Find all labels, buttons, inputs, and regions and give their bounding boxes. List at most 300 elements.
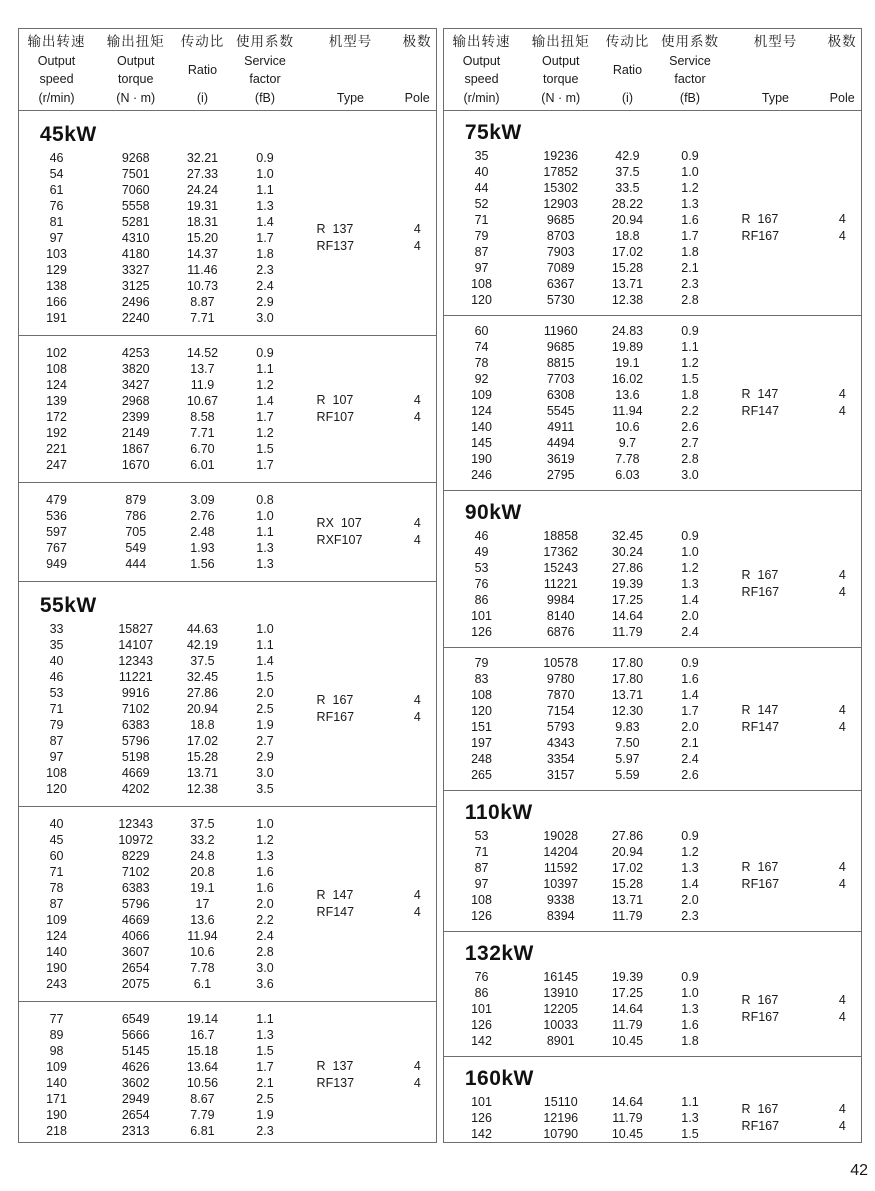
- type-label: R 167: [741, 1102, 779, 1116]
- service-factor-cell: 1.3: [256, 557, 274, 571]
- output-speed-cell: 140: [471, 420, 492, 434]
- type-label: RF147: [741, 404, 780, 418]
- output-torque-cell: 6308: [546, 388, 575, 402]
- type-label: RF167: [741, 229, 780, 243]
- output-torque-cell: 7060: [121, 183, 150, 197]
- ratio-cell: 5.59: [615, 768, 640, 782]
- left-table: [18, 28, 437, 1143]
- output-speed-cell: 151: [471, 720, 492, 734]
- ratio-cell: 17: [195, 897, 210, 911]
- ratio-cell: 1.56: [190, 557, 215, 571]
- type-pole-line: [303, 238, 436, 255]
- output-speed-cell: 120: [46, 782, 67, 796]
- output-speed-cell: 190: [471, 452, 492, 466]
- output-torque-cell: 11221: [118, 670, 153, 684]
- output-speed-cell: 60: [49, 849, 64, 863]
- pole-value: 4: [838, 860, 846, 874]
- output-speed-cell: 46: [49, 151, 64, 165]
- service-factor-cell: 1.1: [256, 1012, 274, 1026]
- ratio-cell: 19.39: [611, 577, 644, 591]
- ratio-cell: 27.86: [186, 686, 219, 700]
- ratio-cell: 30.24: [611, 545, 644, 559]
- ratio-cell: 11.79: [612, 909, 643, 923]
- ratio-cell: 28.22: [611, 197, 644, 211]
- output-speed-cell: 40: [49, 817, 64, 831]
- service-factor-cell: 2.5: [256, 702, 274, 716]
- header-label-zh: 机型号: [753, 34, 798, 49]
- output-speed-cell: 83: [474, 672, 489, 686]
- type-label: R 147: [741, 387, 779, 401]
- service-factor-cell: 1.4: [256, 215, 274, 229]
- output-speed-cell: 97: [49, 231, 64, 245]
- output-torque-cell: 6549: [121, 1012, 150, 1026]
- ratio-cell: 10.67: [186, 394, 219, 408]
- ratio-cell: 2.48: [190, 525, 215, 539]
- service-factor-cell: 2.0: [681, 893, 699, 907]
- table-row: [444, 544, 861, 560]
- type-label: RX 107: [316, 516, 362, 530]
- table-row: [19, 653, 436, 669]
- output-torque-cell: 2313: [121, 1124, 150, 1138]
- power-heading: 45kW: [39, 123, 97, 146]
- spec-block: [444, 111, 861, 315]
- pole-value: 4: [413, 533, 421, 547]
- ratio-cell: 10.6: [190, 945, 215, 959]
- ratio-cell: 32.21: [186, 151, 219, 165]
- table-row: [19, 492, 436, 508]
- service-factor-cell: 1.7: [256, 458, 274, 472]
- service-factor-cell: 1.3: [256, 199, 274, 213]
- type-pole-line: [728, 1101, 861, 1118]
- header-label-zh: 输出扭矩: [531, 34, 590, 49]
- power-heading: 160kW: [464, 1067, 534, 1090]
- service-factor-cell: 3.0: [256, 311, 274, 325]
- type-pole-line: [728, 403, 861, 420]
- table-row: [19, 294, 436, 310]
- output-torque-cell: 4626: [121, 1060, 150, 1074]
- output-torque-cell: 705: [125, 525, 147, 539]
- service-factor-cell: 1.8: [681, 1034, 699, 1048]
- service-factor-cell: 2.0: [256, 897, 274, 911]
- output-torque-cell: 16145: [543, 970, 579, 984]
- ratio-cell: 19.1: [190, 881, 215, 895]
- header-cell-ratio: [177, 34, 227, 105]
- output-speed-cell: 87: [474, 861, 489, 875]
- service-factor-cell: 1.7: [256, 410, 274, 424]
- header-cell-output-speed: [444, 34, 519, 105]
- service-factor-cell: 1.1: [256, 525, 274, 539]
- header-label-zh: 传动比: [180, 34, 225, 49]
- type-pole-group: [728, 567, 861, 601]
- output-torque-cell: 5796: [121, 897, 150, 911]
- ratio-cell: 14.52: [186, 346, 219, 360]
- service-factor-cell: 1.4: [681, 688, 699, 702]
- output-speed-cell: 109: [471, 388, 492, 402]
- type-pole-line: [303, 1075, 436, 1092]
- service-factor-cell: 1.5: [256, 1044, 274, 1058]
- output-speed-cell: 81: [49, 215, 64, 229]
- ratio-cell: 9.7: [618, 436, 637, 450]
- output-speed-cell: 124: [46, 378, 67, 392]
- table-row: [19, 816, 436, 832]
- table-row: [444, 323, 861, 339]
- ratio-cell: 37.5: [190, 654, 215, 668]
- service-factor-cell: 2.3: [256, 263, 274, 277]
- service-factor-cell: 2.3: [256, 1124, 274, 1138]
- service-factor-cell: 2.8: [256, 945, 274, 959]
- ratio-cell: 8.87: [190, 295, 215, 309]
- table-row: [444, 467, 861, 483]
- output-speed-cell: 218: [46, 1124, 67, 1138]
- ratio-cell: 17.80: [611, 656, 644, 670]
- ratio-cell: 13.64: [186, 1060, 219, 1074]
- type-pole-line: [728, 992, 861, 1009]
- service-factor-cell: 1.5: [256, 442, 274, 456]
- output-torque-cell: 1867: [121, 442, 150, 456]
- ratio-cell: 18.31: [186, 215, 219, 229]
- table-row: [19, 1091, 436, 1107]
- header-label-en: Output: [462, 53, 501, 68]
- output-torque-cell: 7089: [546, 261, 575, 275]
- output-torque-cell: 15110: [543, 1095, 578, 1109]
- table-row: [444, 671, 861, 687]
- type-label: RF147: [316, 905, 355, 919]
- pole-value: 4: [838, 568, 846, 582]
- type-pole-line: [303, 692, 436, 709]
- output-speed-cell: 103: [46, 247, 67, 261]
- type-pole-group: [303, 692, 436, 726]
- output-speed-cell: 49: [474, 545, 489, 559]
- output-speed-cell: 140: [46, 1076, 67, 1090]
- output-torque-cell: 14107: [118, 638, 154, 652]
- output-speed-cell: 33: [49, 622, 64, 636]
- output-speed-cell: 247: [46, 458, 67, 472]
- output-speed-cell: 61: [49, 183, 64, 197]
- ratio-cell: 18.8: [615, 229, 640, 243]
- output-speed-cell: 166: [46, 295, 67, 309]
- output-speed-cell: 101: [471, 609, 492, 623]
- output-speed-cell: 76: [49, 199, 64, 213]
- output-speed-cell: 87: [49, 897, 64, 911]
- service-factor-cell: 1.3: [681, 1111, 699, 1125]
- output-torque-cell: 15302: [543, 181, 579, 195]
- rows-wrap: [19, 492, 436, 572]
- service-factor-cell: 2.2: [681, 404, 699, 418]
- pole-value: 4: [413, 222, 421, 236]
- header-cell-service-factor: [652, 34, 727, 105]
- header-cell-output-torque: [94, 34, 177, 105]
- ratio-cell: 9.83: [615, 720, 640, 734]
- output-speed-cell: 248: [471, 752, 492, 766]
- pole-value: 4: [413, 239, 421, 253]
- header-cell-service-factor: [227, 34, 302, 105]
- table-header: [19, 29, 436, 111]
- output-speed-cell: 949: [46, 557, 67, 571]
- table-row: [19, 621, 436, 637]
- service-factor-cell: 1.7: [681, 229, 699, 243]
- pole-value: 4: [838, 1119, 846, 1133]
- table-row: [444, 451, 861, 467]
- output-speed-cell: 479: [46, 493, 67, 507]
- table-row: [19, 832, 436, 848]
- service-factor-cell: 1.7: [681, 704, 699, 718]
- service-factor-cell: 2.7: [256, 734, 274, 748]
- output-speed-cell: 142: [471, 1034, 492, 1048]
- pole-value: 4: [413, 710, 421, 724]
- type-label: RF137: [316, 1076, 355, 1090]
- header-label-en: Service: [244, 53, 286, 68]
- header-cell-pole: [823, 34, 861, 105]
- rows-wrap: [444, 528, 861, 640]
- ratio-cell: 2.76: [190, 509, 215, 523]
- table-row: [444, 276, 861, 292]
- output-torque-cell: 19028: [543, 829, 579, 843]
- service-factor-cell: 2.3: [681, 277, 699, 291]
- ratio-cell: 19.39: [611, 970, 644, 984]
- rows-wrap: [19, 150, 436, 326]
- pole-value: 4: [838, 404, 846, 418]
- table-row: [444, 608, 861, 624]
- ratio-cell: 10.6: [615, 420, 640, 434]
- service-factor-cell: 1.2: [681, 845, 699, 859]
- service-factor-cell: 1.1: [256, 183, 274, 197]
- ratio-cell: 7.50: [615, 736, 640, 750]
- service-factor-cell: 1.6: [256, 865, 274, 879]
- ratio-cell: 20.94: [611, 845, 644, 859]
- output-speed-cell: 597: [46, 525, 67, 539]
- type-label: R 147: [316, 888, 354, 902]
- service-factor-cell: 2.1: [681, 736, 699, 750]
- power-heading: 55kW: [39, 594, 97, 617]
- header-cell-type: [303, 34, 399, 105]
- output-torque-cell: 9984: [546, 593, 575, 607]
- output-speed-cell: 53: [49, 686, 64, 700]
- type-label: R 137: [316, 222, 354, 236]
- type-label: RF137: [316, 239, 355, 253]
- ratio-cell: 15.28: [186, 750, 219, 764]
- table-row: [19, 262, 436, 278]
- ratio-cell: 11.79: [612, 1111, 643, 1125]
- ratio-cell: 13.7: [190, 362, 215, 376]
- ratio-cell: 17.25: [611, 986, 644, 1000]
- service-factor-cell: 2.3: [681, 909, 699, 923]
- ratio-cell: 24.24: [186, 183, 219, 197]
- type-pole-line: [303, 904, 436, 921]
- ratio-cell: 10.45: [611, 1034, 644, 1048]
- spec-block: [444, 490, 861, 647]
- output-speed-cell: 197: [471, 736, 492, 750]
- output-torque-cell: 12196: [543, 1111, 579, 1125]
- type-pole-line: [728, 211, 861, 228]
- output-torque-cell: 3602: [121, 1076, 150, 1090]
- output-torque-cell: 15827: [118, 622, 154, 636]
- header-label-en: factor: [249, 72, 281, 87]
- output-speed-cell: 124: [46, 929, 67, 943]
- ratio-cell: 27.86: [611, 561, 644, 575]
- type-pole-line: [728, 584, 861, 601]
- service-factor-cell: 1.4: [256, 394, 274, 408]
- output-torque-cell: 9685: [546, 340, 575, 354]
- ratio-cell: 37.5: [615, 165, 640, 179]
- output-torque-cell: 8229: [121, 849, 150, 863]
- table-row: [444, 655, 861, 671]
- output-torque-cell: 549: [125, 541, 147, 555]
- output-torque-cell: 11960: [543, 324, 578, 338]
- output-speed-cell: 108: [471, 688, 492, 702]
- table-row: [19, 944, 436, 960]
- service-factor-cell: 0.8: [256, 493, 274, 507]
- table-row: [19, 669, 436, 685]
- rows-wrap: [444, 148, 861, 308]
- ratio-cell: 19.14: [186, 1012, 219, 1026]
- ratio-cell: 7.79: [190, 1108, 215, 1122]
- output-torque-cell: 12343: [118, 654, 154, 668]
- output-speed-cell: 78: [474, 356, 489, 370]
- output-speed-cell: 97: [49, 750, 64, 764]
- service-factor-cell: 2.7: [681, 436, 699, 450]
- ratio-cell: 6.1: [193, 977, 212, 991]
- header-unit: Type: [336, 91, 365, 105]
- table-row: [19, 182, 436, 198]
- service-factor-cell: 2.4: [256, 929, 274, 943]
- service-factor-cell: 1.2: [681, 181, 699, 195]
- output-speed-cell: 53: [474, 829, 489, 843]
- table-row: [19, 976, 436, 992]
- header-label-en: Output: [541, 53, 580, 68]
- output-torque-cell: 7102: [121, 702, 150, 716]
- output-speed-cell: 79: [49, 718, 64, 732]
- service-factor-cell: 0.9: [681, 829, 699, 843]
- header-label-en: speed: [464, 72, 499, 87]
- type-pole-line: [303, 515, 436, 532]
- output-torque-cell: 10790: [543, 1127, 579, 1141]
- ratio-cell: 1.93: [190, 541, 215, 555]
- pole-value: 4: [838, 212, 846, 226]
- service-factor-cell: 1.8: [681, 388, 699, 402]
- output-torque-cell: 2075: [121, 977, 150, 991]
- header-label-en: Output: [116, 53, 155, 68]
- output-torque-cell: 12903: [543, 197, 579, 211]
- table-row: [444, 419, 861, 435]
- header-unit: (r/min): [38, 90, 75, 105]
- output-torque-cell: 1670: [121, 458, 150, 472]
- ratio-cell: 12.38: [611, 293, 644, 307]
- output-speed-cell: 767: [46, 541, 67, 555]
- output-speed-cell: 101: [471, 1002, 492, 1016]
- ratio-cell: 6.70: [190, 442, 215, 456]
- output-torque-cell: 4066: [121, 929, 150, 943]
- ratio-cell: 19.1: [615, 356, 640, 370]
- output-speed-cell: 192: [46, 426, 67, 440]
- pole-value: 4: [413, 410, 421, 424]
- service-factor-cell: 1.4: [256, 654, 274, 668]
- pole-value: 4: [838, 229, 846, 243]
- ratio-cell: 7.71: [190, 426, 215, 440]
- rows-wrap: [444, 323, 861, 483]
- ratio-cell: 7.78: [615, 452, 640, 466]
- output-torque-cell: 2149: [121, 426, 150, 440]
- ratio-cell: 15.18: [186, 1044, 219, 1058]
- output-torque-cell: 7102: [121, 865, 150, 879]
- rows-wrap: [19, 1011, 436, 1139]
- power-heading: 75kW: [464, 121, 522, 144]
- header-label-en: torque: [118, 72, 154, 87]
- output-torque-cell: 4202: [121, 782, 150, 796]
- type-label: RF167: [741, 1119, 780, 1133]
- output-torque-cell: 3157: [546, 768, 575, 782]
- header-unit: (N · m): [116, 90, 156, 105]
- service-factor-cell: 1.6: [681, 672, 699, 686]
- service-factor-cell: 2.4: [256, 279, 274, 293]
- header-unit: (i): [621, 90, 633, 105]
- output-speed-cell: 536: [46, 509, 67, 523]
- header-cell-pole: [398, 34, 436, 105]
- ratio-cell: 16.02: [611, 372, 644, 386]
- output-torque-cell: 4669: [121, 913, 150, 927]
- ratio-cell: 11.79: [612, 1018, 643, 1032]
- header-label-en: Service: [669, 53, 711, 68]
- header-label-zh: 输出扭矩: [106, 34, 165, 49]
- table-row: [19, 637, 436, 653]
- type-label: R 167: [741, 993, 779, 1007]
- ratio-cell: 17.02: [186, 734, 219, 748]
- type-pole-line: [728, 228, 861, 245]
- type-label: RF107: [316, 410, 355, 424]
- ratio-cell: 11.9: [190, 378, 215, 392]
- table-row: [444, 687, 861, 703]
- ratio-cell: 42.19: [186, 638, 219, 652]
- service-factor-cell: 0.9: [681, 529, 699, 543]
- type-pole-line: [728, 719, 861, 736]
- table-row: [444, 355, 861, 371]
- output-speed-cell: 60: [474, 324, 489, 338]
- output-speed-cell: 86: [474, 593, 489, 607]
- service-factor-cell: 3.0: [681, 468, 699, 482]
- spec-block: [444, 790, 861, 931]
- ratio-cell: 5.97: [615, 752, 640, 766]
- output-torque-cell: 8140: [546, 609, 575, 623]
- table-row: [19, 749, 436, 765]
- service-factor-cell: 1.9: [256, 718, 274, 732]
- output-speed-cell: 126: [471, 1111, 492, 1125]
- output-torque-cell: 444: [125, 557, 147, 571]
- type-label: RF167: [741, 877, 780, 891]
- pole-value: 4: [413, 393, 421, 407]
- type-pole-group: [728, 1101, 861, 1135]
- output-torque-cell: 4669: [121, 766, 150, 780]
- service-factor-cell: 2.8: [681, 293, 699, 307]
- type-pole-group: [728, 386, 861, 420]
- table-row: [19, 457, 436, 473]
- output-speed-cell: 140: [46, 945, 67, 959]
- ratio-cell: 19.89: [611, 340, 644, 354]
- type-label: RF167: [741, 585, 780, 599]
- output-torque-cell: 3354: [546, 752, 575, 766]
- ratio-cell: 13.71: [611, 277, 644, 291]
- rows-wrap: [19, 816, 436, 992]
- ratio-cell: 37.5: [190, 817, 215, 831]
- service-factor-cell: 1.9: [256, 1108, 274, 1122]
- output-speed-cell: 92: [474, 372, 489, 386]
- ratio-cell: 20.94: [186, 702, 219, 716]
- table-row: [19, 1043, 436, 1059]
- spec-block: [19, 482, 436, 581]
- output-speed-cell: 76: [474, 970, 489, 984]
- table-row: [19, 928, 436, 944]
- ratio-cell: 15.28: [611, 261, 644, 275]
- type-pole-group: [303, 392, 436, 426]
- output-torque-cell: 3607: [121, 945, 150, 959]
